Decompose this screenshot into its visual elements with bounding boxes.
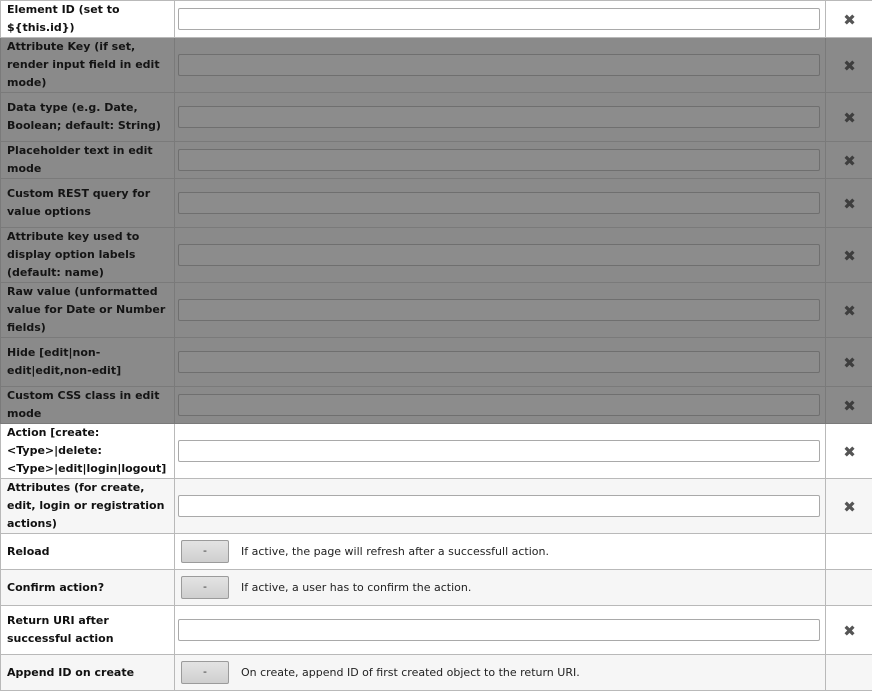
remove-cell	[826, 142, 872, 179]
toggle-help-text: If active, a user has to confirm the action.	[241, 581, 471, 594]
property-label: Action [create:<Type>|delete:<Type>|edit|login|logout]	[1, 424, 175, 479]
property-row-attributes-for-create-edit-login-or-regi	[1, 479, 872, 534]
property-label: Attributes (for create, edit, login or registration actions)	[1, 479, 175, 534]
property-value-cell	[175, 424, 826, 479]
remove-icon[interactable]: ✖	[843, 13, 856, 28]
property-value-cell	[175, 1, 826, 38]
remove-cell	[826, 228, 872, 283]
remove-icon[interactable]: ✖	[843, 197, 856, 212]
remove-icon[interactable]: ✖	[843, 59, 856, 74]
remove-cell	[826, 424, 872, 479]
property-value-cell	[175, 142, 826, 179]
remove-icon[interactable]: ✖	[843, 249, 856, 264]
property-row-custom-rest-query-for-value-options	[1, 179, 872, 228]
property-label: Return URI after successful action	[1, 606, 175, 655]
toggle-help-text: If active, the page will refresh after a successfull action.	[241, 545, 549, 558]
property-label: Hide [edit|non-edit|edit,non-edit]	[1, 338, 175, 387]
property-value-cell	[175, 179, 826, 228]
property-label: Attribute key used to display option labels (default: name)	[1, 228, 175, 283]
property-input-attributes-for-create-edit-login-or-regi[interactable]	[178, 495, 820, 517]
property-input-action-create-type-delete-type-edit-logi[interactable]	[178, 440, 820, 462]
property-value-cell	[175, 606, 826, 655]
property-value-cell	[175, 283, 826, 338]
remove-cell	[826, 570, 872, 606]
property-row-placeholder-text-in-edit-mode	[1, 142, 872, 179]
property-value-cell	[175, 570, 826, 606]
remove-cell	[826, 606, 872, 655]
property-input-hide-edit-non-edit-edit-non-edit	[178, 351, 820, 373]
remove-cell	[826, 655, 872, 691]
property-value-cell	[175, 655, 826, 691]
property-label: Data type (e.g. Date, Boolean; default: String)	[1, 93, 175, 142]
remove-icon[interactable]: ✖	[843, 154, 856, 169]
toggle-button-append-id-on-create[interactable]: -	[181, 661, 229, 684]
remove-icon[interactable]: ✖	[843, 624, 856, 639]
property-input-element-id-set-to-this-id[interactable]	[178, 8, 820, 30]
property-label: Raw value (unformatted value for Date or Number fields)	[1, 283, 175, 338]
remove-icon[interactable]: ✖	[843, 111, 856, 126]
property-label: Reload	[1, 534, 175, 570]
remove-cell	[826, 179, 872, 228]
property-input-custom-css-class-in-edit-mode	[178, 394, 820, 416]
toggle-wrap	[178, 540, 820, 563]
property-label: Placeholder text in edit mode	[1, 142, 175, 179]
property-row-data-type-e-g-date-boolean-default-strin	[1, 93, 872, 142]
property-label: Confirm action?	[1, 570, 175, 606]
property-input-attribute-key-if-set-render-input-field-	[178, 54, 820, 76]
toggle-wrap	[178, 576, 820, 599]
remove-cell	[826, 534, 872, 570]
property-input-return-uri-after-successful-action[interactable]	[178, 619, 820, 641]
remove-cell	[826, 93, 872, 142]
remove-cell	[826, 283, 872, 338]
property-label: Append ID on create	[1, 655, 175, 691]
property-row-append-id-on-create	[1, 655, 872, 691]
property-input-placeholder-text-in-edit-mode	[178, 149, 820, 171]
remove-icon[interactable]: ✖	[843, 399, 856, 414]
property-value-cell	[175, 479, 826, 534]
property-row-return-uri-after-successful-action	[1, 606, 872, 655]
property-label: Custom CSS class in edit mode	[1, 387, 175, 424]
properties-body	[1, 1, 872, 691]
property-label: Attribute Key (if set, render input field in edit mode)	[1, 38, 175, 93]
property-label: Element ID (set to ${this.id})	[1, 1, 175, 38]
toggle-button-reload[interactable]: -	[181, 540, 229, 563]
property-value-cell	[175, 534, 826, 570]
property-input-attribute-key-used-to-display-option-lab	[178, 244, 820, 266]
remove-icon[interactable]: ✖	[843, 500, 856, 515]
property-input-custom-rest-query-for-value-options	[178, 192, 820, 214]
remove-icon[interactable]: ✖	[843, 445, 856, 460]
remove-cell	[826, 338, 872, 387]
remove-icon[interactable]: ✖	[843, 356, 856, 371]
remove-cell	[826, 479, 872, 534]
property-label: Custom REST query for value options	[1, 179, 175, 228]
toggle-button-confirm-action[interactable]: -	[181, 576, 229, 599]
property-row-raw-value-unformatted-value-for-date-or-	[1, 283, 872, 338]
remove-icon[interactable]: ✖	[843, 304, 856, 319]
toggle-help-text: On create, append ID of first created object to the return URI.	[241, 666, 580, 679]
property-row-confirm-action	[1, 570, 872, 606]
property-input-data-type-e-g-date-boolean-default-strin	[178, 106, 820, 128]
property-row-element-id-set-to-this-id	[1, 1, 872, 38]
toggle-wrap	[178, 661, 820, 684]
remove-cell	[826, 387, 872, 424]
property-value-cell	[175, 338, 826, 387]
property-row-custom-css-class-in-edit-mode	[1, 387, 872, 424]
property-row-attribute-key-used-to-display-option-lab	[1, 228, 872, 283]
remove-cell	[826, 38, 872, 93]
property-row-action-create-type-delete-type-edit-logi	[1, 424, 872, 479]
property-value-cell	[175, 38, 826, 93]
property-row-attribute-key-if-set-render-input-field-	[1, 38, 872, 93]
property-row-hide-edit-non-edit-edit-non-edit	[1, 338, 872, 387]
property-value-cell	[175, 228, 826, 283]
property-value-cell	[175, 93, 826, 142]
property-input-raw-value-unformatted-value-for-date-or-	[178, 299, 820, 321]
property-row-reload	[1, 534, 872, 570]
remove-cell	[826, 1, 872, 38]
property-value-cell	[175, 387, 826, 424]
